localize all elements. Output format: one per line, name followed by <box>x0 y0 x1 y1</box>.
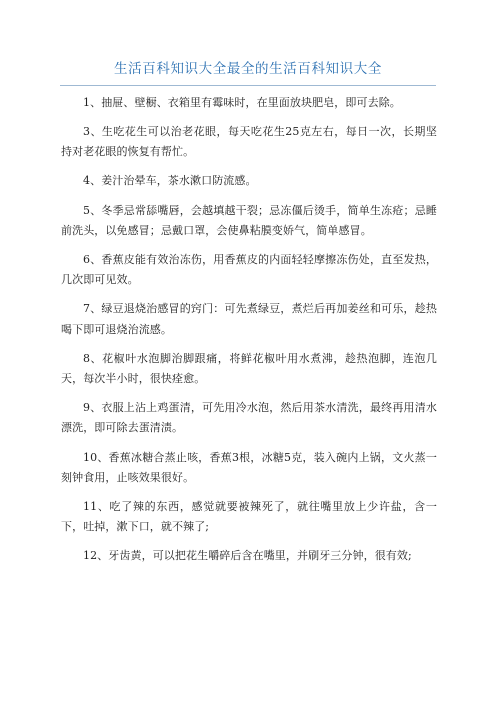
paragraph: 6、香蕉皮能有效治冻伤，用香蕉皮的内面轻轻摩擦冻伤处，直至发热，几次即可见效。 <box>61 252 437 287</box>
paragraph: 8、花椒叶水泡脚治脚跟痛，将鲜花椒叶用水煮沸，趁热泡脚，连泡几天，每次半小时，很快痊愈。 <box>61 351 437 386</box>
paragraph: 10、香蕉冰糖合蒸止咳，香蕉3根，冰糖5克，装入碗内上锅，文火蒸一刻钟食用，止咳效果很好。 <box>61 450 437 484</box>
document-title: 生活百科知识大全最全的生活百科知识大全 <box>114 61 382 77</box>
paragraph: 7、绿豆退烧治感冒的窍门：可先煮绿豆，煮烂后再加姜丝和可乐，趁热喝下即可退烧治流感。 <box>61 302 437 336</box>
paragraph: 3、生吃花生可以治老花眼，每天吃花生25克左右，每日一次，长期坚持对老花眼的恢复有帮忙。 <box>61 125 437 159</box>
paragraph: 1、抽屉、壁橱、衣箱里有霉味时，在里面放块肥皂，即可去除。 <box>83 96 401 109</box>
paragraph: 12、牙齿黄，可以把花生嚼碎后含在嘴里，并刷牙三分钟，很有效; <box>83 549 412 563</box>
document-body <box>61 93 437 575</box>
paragraph: 9、衣服上沾上鸡蛋清，可先用冷水泡，然后用茶水清洗，最终再用清水漂洗，即可除去蛋清渍。 <box>61 401 437 435</box>
paragraph: 5、冬季忌常舔嘴唇，会越填越干裂；忌冻僵后烫手，简单生冻疮；忌睡前洗头，以免感冒；忌戴口罩，会使鼻粘膜变娇气，简单感冒。 <box>61 203 437 237</box>
title-divider <box>60 85 436 86</box>
paragraph: 4、姜汁治晕车，茶水漱口防流感。 <box>83 174 257 188</box>
paragraph: 11、吃了辣的东西，感觉就要被辣死了，就往嘴里放上少许盐，含一下，吐掉，漱下口，就不辣了; <box>61 499 437 534</box>
